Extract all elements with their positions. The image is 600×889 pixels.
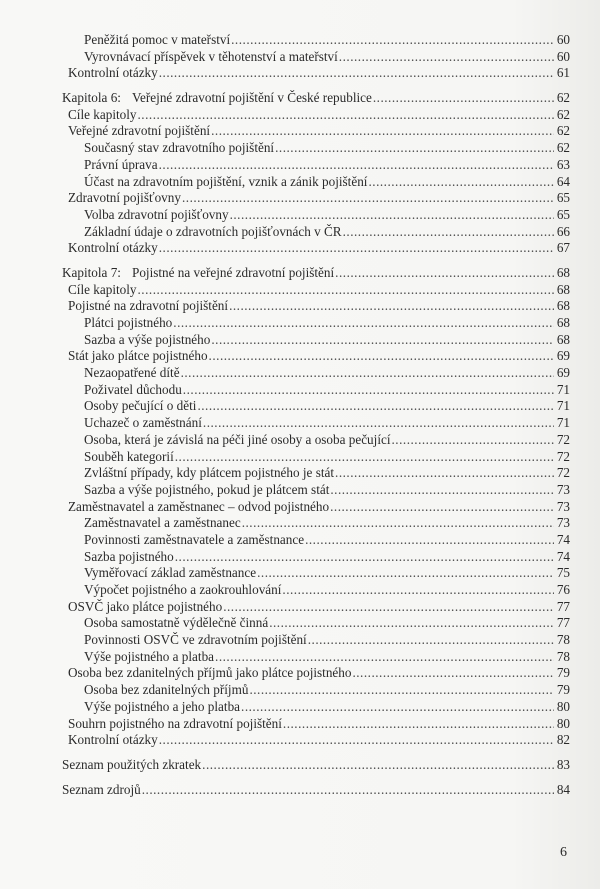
dot-leader — [159, 240, 554, 257]
toc-entry-title: Účast na zdravotním pojištění, vznik a zánik pojištění — [84, 173, 368, 189]
dot-leader — [229, 298, 554, 315]
toc-entry-title: Osoba samostatně výdělečně činná — [84, 615, 269, 631]
dot-leader — [283, 716, 554, 733]
dot-leader — [142, 782, 554, 799]
toc-entry — [0, 282, 570, 299]
toc-chapter-entry — [0, 90, 570, 107]
toc-entry — [0, 465, 570, 482]
toc-page-number: 66 — [556, 223, 570, 239]
chapter-label: Kapitola 6: — [62, 90, 121, 106]
toc-entry-title: Zdravotní pojišťovny — [68, 190, 181, 206]
toc-page-number: 77 — [556, 598, 570, 614]
dot-leader — [330, 482, 554, 499]
toc-page-number: 64 — [556, 173, 570, 189]
toc-entry — [0, 615, 570, 632]
toc-entry-title: Osoba, která je závislá na péči jiné osoby a osoba pečující — [84, 431, 391, 447]
toc-entry-title: Volba zdravotní pojišťovny — [84, 206, 229, 222]
toc-entry — [0, 499, 570, 516]
toc-entry-title: Povinnosti OSVČ ve zdravotním pojištění — [84, 632, 307, 648]
toc-entry-title: Výše pojistného a platba — [84, 648, 215, 664]
toc-page-number: 68 — [556, 264, 570, 280]
toc-entry — [0, 682, 570, 699]
toc-entry-title: Cíle kapitoly — [68, 281, 137, 297]
toc-page-number: 63 — [556, 156, 570, 172]
toc-entry-title: Veřejné zdravotní pojištění v České republice — [132, 90, 372, 106]
toc-page-number: 73 — [556, 498, 570, 514]
toc-entry — [0, 549, 570, 566]
toc-entry — [0, 298, 570, 315]
toc-entry-title: Zvláštní případy, kdy plátcem pojistného je stát — [84, 465, 335, 481]
toc-entry — [0, 123, 570, 140]
toc-entry — [0, 65, 570, 82]
dot-leader — [335, 265, 554, 282]
toc-section — [0, 757, 600, 774]
toc-page-number: 62 — [556, 123, 570, 139]
toc-page-number: 71 — [556, 381, 570, 397]
toc-page-number: 62 — [556, 106, 570, 122]
toc-entry — [0, 207, 570, 224]
toc-entry-title: Sazba pojistného — [84, 548, 174, 564]
toc-page-number: 71 — [556, 415, 570, 431]
toc-page-number: 78 — [556, 648, 570, 664]
dot-leader — [181, 365, 554, 382]
dot-leader — [203, 415, 554, 432]
toc-page-number: 82 — [556, 732, 570, 748]
dot-leader — [138, 282, 555, 299]
toc-entry-title: Základní údaje o zdravotních pojišťovnách v ČR — [84, 223, 342, 239]
dot-leader — [373, 90, 554, 107]
toc-entry-title: Poživatel důchodu — [84, 381, 182, 397]
toc-page-number: 69 — [556, 365, 570, 381]
toc-page-number: 72 — [556, 431, 570, 447]
dot-leader — [211, 123, 554, 140]
toc-entry — [0, 599, 570, 616]
toc-entry-title: Zaměstnavatel a zaměstnanec – odvod pojistného — [68, 498, 330, 514]
dot-leader — [241, 699, 554, 716]
toc-page-number: 62 — [556, 90, 570, 106]
toc-section — [0, 782, 600, 799]
toc-section — [0, 32, 600, 82]
toc-entry-title: Veřejné zdravotní pojištění — [68, 123, 211, 139]
dot-leader — [275, 140, 554, 157]
toc-entry — [0, 515, 570, 532]
toc-page-number: 72 — [556, 448, 570, 464]
toc-entry-title: Seznam použitých zkratek — [62, 756, 202, 772]
toc-entry — [0, 107, 570, 124]
toc-page-number: 79 — [556, 682, 570, 698]
toc-entry-title: Výše pojistného a jeho platba — [84, 698, 241, 714]
chapter-label: Kapitola 7: — [62, 264, 121, 280]
toc-page-number: 60 — [556, 48, 570, 64]
toc-entry-title: Pojistné na veřejné zdravotní pojištění — [132, 264, 335, 280]
toc-entry-title: Současný stav zdravotního pojištění — [84, 140, 275, 156]
toc-chapter-entry — [0, 757, 570, 774]
toc-entry — [0, 174, 570, 191]
dot-leader — [352, 665, 554, 682]
toc-page-number: 74 — [556, 531, 570, 547]
dot-leader — [209, 348, 554, 365]
dot-leader — [215, 649, 554, 666]
dot-leader — [330, 499, 554, 516]
toc-entry — [0, 190, 570, 207]
toc-page-number: 68 — [556, 315, 570, 330]
dot-leader — [159, 732, 554, 749]
dot-leader — [230, 207, 554, 224]
toc-chapter-entry — [0, 782, 570, 799]
toc-entry-title: Uchazeč o zaměstnání — [84, 415, 202, 431]
toc-entry — [0, 140, 570, 157]
toc-entry — [0, 699, 570, 716]
dot-leader — [282, 582, 554, 599]
dot-leader — [175, 449, 554, 466]
toc-entry-title: Povinnosti zaměstnavatele a zaměstnance — [84, 531, 305, 547]
toc-entry — [0, 732, 570, 749]
dot-leader — [183, 382, 554, 399]
toc-entry-title: Osoba bez zdanitelných příjmů jako plátce pojistného — [68, 665, 352, 681]
toc-page-number: 65 — [556, 190, 570, 206]
toc-page-number: 73 — [556, 481, 570, 497]
dot-leader — [202, 757, 554, 774]
toc-entry — [0, 716, 570, 733]
toc-page-number: 84 — [556, 781, 570, 797]
toc-entry-title: Plátci pojistného — [84, 315, 173, 330]
toc-page-number: 69 — [556, 348, 570, 364]
dot-leader — [159, 65, 554, 82]
toc-entry — [0, 32, 570, 49]
table-of-contents — [0, 32, 600, 806]
toc-entry — [0, 332, 570, 349]
dot-leader — [392, 432, 555, 449]
toc-entry-title: Vyrovnávací příspěvek v těhotenství a mateřství — [84, 48, 338, 64]
toc-entry — [0, 224, 570, 241]
toc-entry-title: Právní úprava — [84, 156, 158, 172]
toc-entry-title: Kontrolní otázky — [68, 240, 158, 256]
toc-page-number: 72 — [556, 465, 570, 481]
dot-leader — [269, 615, 554, 632]
toc-page-number: 83 — [556, 756, 570, 772]
toc-page-number: 78 — [556, 632, 570, 648]
toc-entry-title: OSVČ jako plátce pojistného — [68, 598, 223, 614]
toc-entry — [0, 532, 570, 549]
dot-leader — [197, 398, 554, 415]
dot-leader — [138, 107, 555, 124]
dot-leader — [159, 157, 554, 174]
toc-entry — [0, 398, 570, 415]
toc-entry-title: Zaměstnavatel a zaměstnanec — [84, 515, 241, 531]
toc-entry-title: Kontrolní otázky — [68, 65, 158, 81]
dot-leader — [339, 49, 554, 66]
toc-chapter-entry — [0, 265, 570, 282]
toc-page-number: 80 — [556, 715, 570, 731]
dot-leader — [173, 315, 554, 332]
toc-page-number: 68 — [556, 331, 570, 347]
toc-section — [0, 265, 600, 749]
toc-page-number: 65 — [556, 206, 570, 222]
toc-entry-title: Souběh kategorií — [84, 448, 174, 464]
dot-leader — [308, 632, 554, 649]
dot-leader — [182, 190, 554, 207]
toc-entry — [0, 432, 570, 449]
toc-page-number: 60 — [556, 32, 570, 47]
toc-entry — [0, 415, 570, 432]
toc-entry-title: Osoby pečující o děti — [84, 398, 197, 414]
page-number: 6 — [560, 845, 567, 860]
toc-entry-title: Osoba bez zdanitelných příjmů — [84, 682, 249, 698]
toc-page-number: 76 — [556, 582, 570, 597]
toc-section — [0, 90, 600, 257]
dot-leader — [368, 174, 554, 191]
dot-leader — [335, 465, 554, 482]
toc-page-number: 61 — [556, 65, 570, 81]
toc-page-number: 62 — [556, 140, 570, 156]
toc-entry-title: Pojistné na zdravotní pojištění — [68, 298, 229, 314]
toc-page-number: 68 — [556, 281, 570, 297]
toc-page-number: 79 — [556, 665, 570, 681]
dot-leader — [211, 332, 554, 349]
dot-leader — [257, 565, 554, 582]
dot-leader — [223, 599, 554, 616]
toc-entry — [0, 565, 570, 582]
toc-entry — [0, 449, 570, 466]
toc-page-number: 68 — [556, 298, 570, 314]
toc-page-number: 67 — [556, 240, 570, 256]
dot-leader — [305, 532, 554, 549]
toc-entry — [0, 632, 570, 649]
dot-leader — [175, 549, 554, 566]
toc-entry — [0, 665, 570, 682]
toc-entry-title: Kontrolní otázky — [68, 732, 158, 748]
dot-leader — [242, 515, 554, 532]
toc-entry — [0, 582, 570, 599]
toc-entry — [0, 157, 570, 174]
toc-page-number: 77 — [556, 615, 570, 631]
dot-leader — [249, 682, 554, 699]
toc-entry-title: Souhrn pojistného na zdravotní pojištění — [68, 715, 282, 731]
dot-leader — [231, 32, 554, 49]
toc-entry — [0, 348, 570, 365]
toc-entry-title: Seznam zdrojů — [62, 781, 141, 797]
toc-entry — [0, 482, 570, 499]
toc-entry — [0, 49, 570, 66]
toc-entry-title: Sazba a výše pojistného — [84, 331, 211, 347]
toc-entry-title: Výpočet pojistného a zaokrouhlování — [84, 582, 282, 597]
toc-page-number: 75 — [556, 565, 570, 581]
toc-page-number: 80 — [556, 698, 570, 714]
toc-entry-title: Sazba a výše pojistného, pokud je plátcem stát — [84, 481, 330, 497]
dot-leader — [343, 224, 554, 241]
toc-page-number: 73 — [556, 515, 570, 531]
toc-entry — [0, 382, 570, 399]
toc-entry-title: Peněžitá pomoc v mateřství — [84, 32, 231, 47]
toc-entry — [0, 240, 570, 257]
toc-entry — [0, 315, 570, 332]
toc-entry-title: Vyměřovací základ zaměstnance — [84, 565, 257, 581]
toc-entry — [0, 649, 570, 666]
toc-entry-title: Stát jako plátce pojistného — [68, 348, 208, 364]
toc-page-number: 71 — [556, 398, 570, 414]
toc-entry — [0, 365, 570, 382]
toc-entry-title: Cíle kapitoly — [68, 106, 137, 122]
toc-entry-title: Nezaopatřené dítě — [84, 365, 180, 381]
toc-page-number: 74 — [556, 548, 570, 564]
